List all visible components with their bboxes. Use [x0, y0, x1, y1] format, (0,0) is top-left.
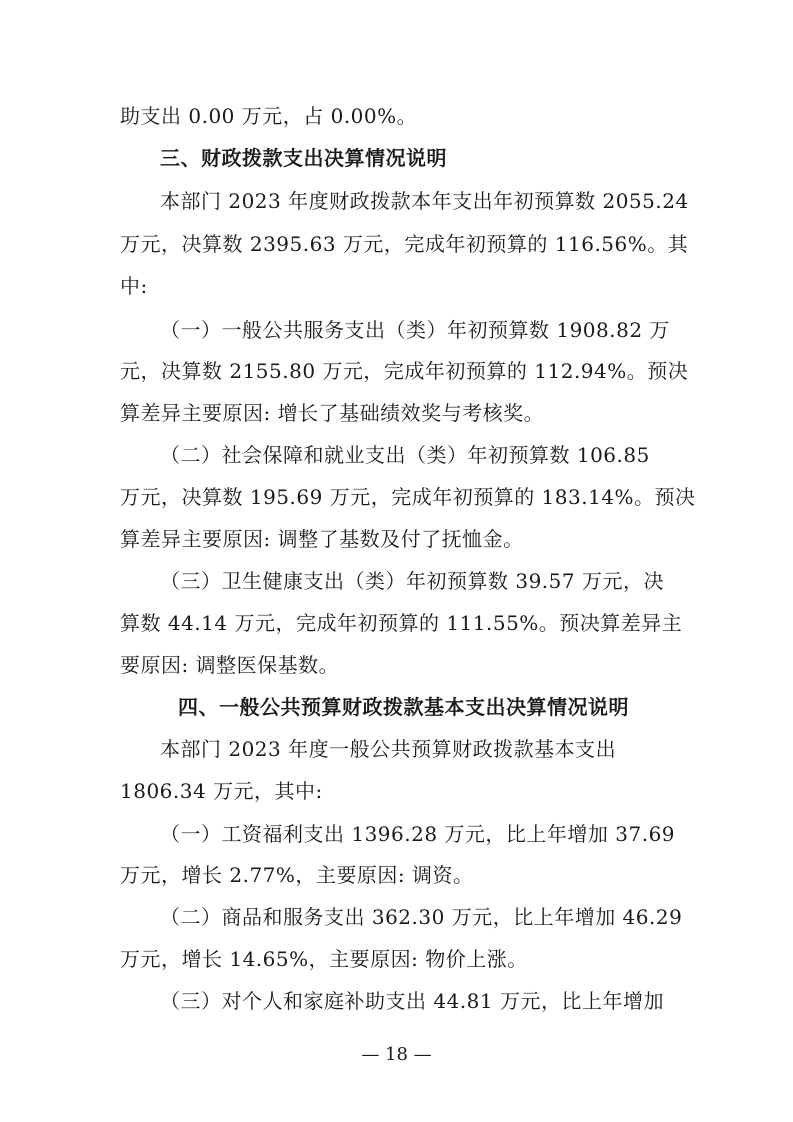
text-line: 要原因: 调整医保基数。: [120, 653, 340, 677]
text-line: （二）社会保障和就业支出（类）年初预算数 106.85: [160, 443, 650, 467]
text-line: 本部门 2023 年度一般公共预算财政拨款基本支出: [160, 737, 617, 761]
text-line: 万元，增长 14.65%，主要原因: 物价上涨。: [120, 947, 528, 971]
section-heading-3: 三、财政拨款支出决算情况说明: [160, 146, 447, 170]
text-line: 中:: [120, 274, 148, 298]
text-line: 1806.34 万元，其中:: [120, 779, 323, 803]
section-heading-4: 四、一般公共预算财政拨款基本支出决算情况说明: [178, 695, 629, 719]
text-line: 元，决算数 2155.80 万元，完成年初预算的 112.94%。预决: [120, 359, 689, 383]
text-line: 万元，决算数 195.69 万元，完成年初预算的 183.14%。预决: [120, 485, 696, 509]
text-line: （三）对个人和家庭补助支出 44.81 万元，比上年增加: [160, 989, 664, 1013]
text-line: （二）商品和服务支出 362.30 万元，比上年增加 46.29: [160, 905, 683, 929]
text-line: 万元，决算数 2395.63 万元，完成年初预算的 116.56%。其: [120, 232, 689, 256]
text-line: （三）卫生健康支出（类）年初预算数 39.57 万元，决: [160, 569, 664, 593]
text-line: 算差异主要原因: 增长了基础绩效奖与考核奖。: [120, 401, 545, 425]
page-number: — 18 —: [361, 1044, 432, 1065]
text-line: 本部门 2023 年度财政拨款本年支出年初预算数 2055.24: [160, 189, 689, 213]
text-line: 算数 44.14 万元，完成年初预算的 111.55%。预决算差异主: [120, 611, 683, 635]
text-line: 助支出 0.00 万元，占 0.00%。: [120, 104, 418, 128]
text-line: （一）工资福利支出 1396.28 万元，比上年增加 37.69: [160, 822, 676, 846]
text-line: 算差异主要原因: 调整了基数及付了抚恤金。: [120, 527, 524, 551]
text-line: 万元，增长 2.77%，主要原因: 调资。: [120, 863, 474, 887]
text-line: （一）一般公共服务支出（类）年初预算数 1908.82 万: [160, 318, 670, 342]
